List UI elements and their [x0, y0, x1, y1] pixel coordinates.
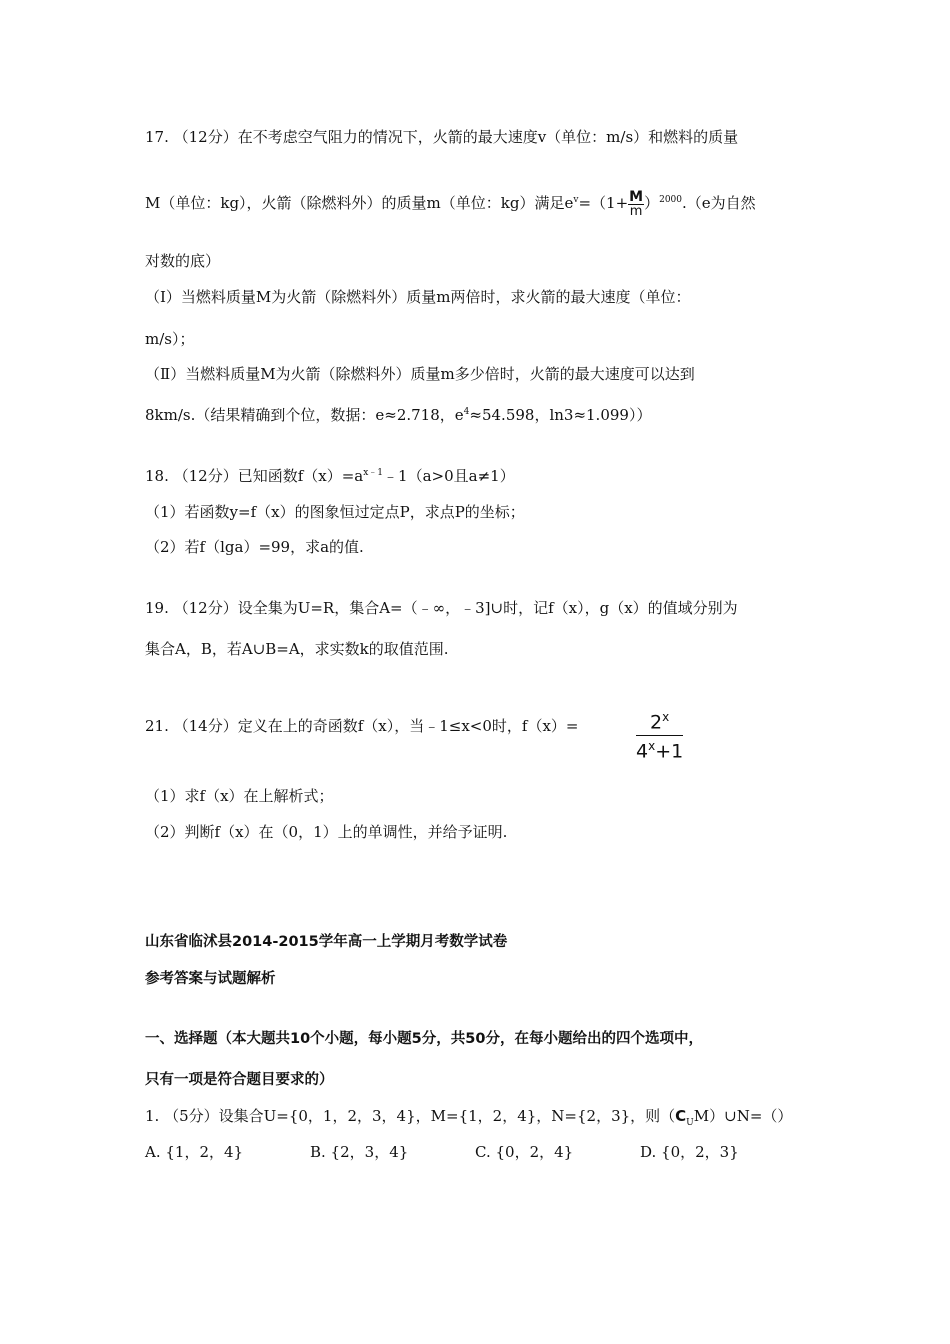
q17-sup-v: v: [573, 195, 579, 205]
q17-frac-den: m: [629, 204, 643, 219]
section-heading-b: 只有一项是符合题目要求的）: [145, 1072, 334, 1088]
answers-q1: [145, 1106, 792, 1126]
q18-line1: [145, 466, 515, 486]
answers-q1-options: [145, 1142, 805, 1162]
q17-part2-b1: 8km/s.（结果精确到个位，数据：e≈2.718，e: [145, 406, 464, 424]
q21-den-tail: +1: [655, 740, 684, 763]
q17-part2-sup: 4: [463, 407, 470, 417]
q21-frac-num: [636, 710, 683, 736]
option-b: B. {2，3，4}: [310, 1143, 409, 1161]
q17-text-b: =（1+: [578, 194, 629, 212]
q18-part1: （1）若函数y=f（x）的图象恒过定点P，求点P的坐标；: [145, 503, 525, 521]
answers-subtitle: 参考答案与试题解析: [145, 971, 276, 987]
q1-text-b: M）∪N=（）: [693, 1107, 793, 1125]
q21-part2: （2）判断f（x）在（0，1）上的单调性，并给予证明.: [145, 823, 508, 841]
option-a: A. {1，2，4}: [145, 1143, 244, 1161]
q21-part1: （1）求f（x）在上解析式；: [145, 787, 334, 805]
q1-text-a: 1. （5分）设集合U={0，1，2，3，4}，M={1，2，4}，N={2，3}，则（: [145, 1107, 676, 1125]
q17-part2-b: [145, 405, 651, 425]
q17-fraction: [628, 190, 644, 218]
q21-frac-den: [636, 736, 683, 762]
q1-sub-u: U: [686, 1118, 694, 1128]
q17-frac-num: M: [629, 189, 644, 205]
q21-num-base: 2: [650, 711, 663, 734]
q19-line2: 集合A，B，若A∪B=A，求实数k的取值范围.: [145, 640, 449, 658]
option-d: D. {0，2，3}: [640, 1143, 739, 1161]
q17-line2: [145, 190, 756, 218]
answers-title: 山东省临沭县2014-2015学年高一上学期月考数学试卷: [145, 934, 508, 950]
q21-line1: 21. （14分）定义在上的奇函数f（x），当﹣1≤x<0时，f（x）=: [145, 717, 579, 735]
q17-line3: 对数的底）: [145, 252, 221, 270]
q18-part2: （2）若f（lga）=99，求a的值.: [145, 538, 364, 556]
q18-text-a: 18. （12分）已知函数f（x）=a: [145, 467, 364, 485]
q17-part2-b2: ≈54.598，ln3≈1.099））: [469, 406, 652, 424]
q21-den-exp: x: [648, 739, 656, 754]
q17-line1: 17. （12分）在不考虑空气阻力的情况下，火箭的最大速度v（单位：m/s）和燃料的质量: [145, 128, 739, 146]
section-heading-a: 一、选择题（本大题共10个小题，每小题5分，共50分，在每小题给出的四个选项中，: [145, 1031, 703, 1047]
q17-part1-a: （Ⅰ）当燃料质量M为火箭（除燃料外）质量m两倍时，求火箭的最大速度（单位：: [145, 288, 691, 306]
q18-text-b: ﹣1（a>0且a≠1）: [383, 467, 515, 485]
q17-sup-exp: 2000: [659, 195, 682, 205]
option-c: C. {0，2，4}: [475, 1143, 574, 1161]
q17-text-d: .（e为自然: [682, 194, 756, 212]
q17-part1-b: m/s）；: [145, 330, 195, 348]
q17-text-c: ）: [644, 194, 660, 212]
q17-text-a: M（单位：kg），火箭（除燃料外）的质量m（单位：kg）满足e: [145, 194, 574, 212]
q1-complement-c: C: [675, 1107, 687, 1125]
q17-part2-a: （Ⅱ）当燃料质量M为火箭（除燃料外）质量m多少倍时，火箭的最大速度可以达到: [145, 365, 695, 383]
q18-sup: x﹣1: [363, 468, 384, 478]
q21-den-base: 4: [636, 740, 649, 763]
q19-line1: 19. （12分）设全集为U=R，集合A=（﹣∞，﹣3]∪时，记f（x），g（x）的值域分别为: [145, 599, 738, 617]
q21-fraction: [636, 710, 683, 763]
q21-num-exp: x: [662, 710, 670, 724]
